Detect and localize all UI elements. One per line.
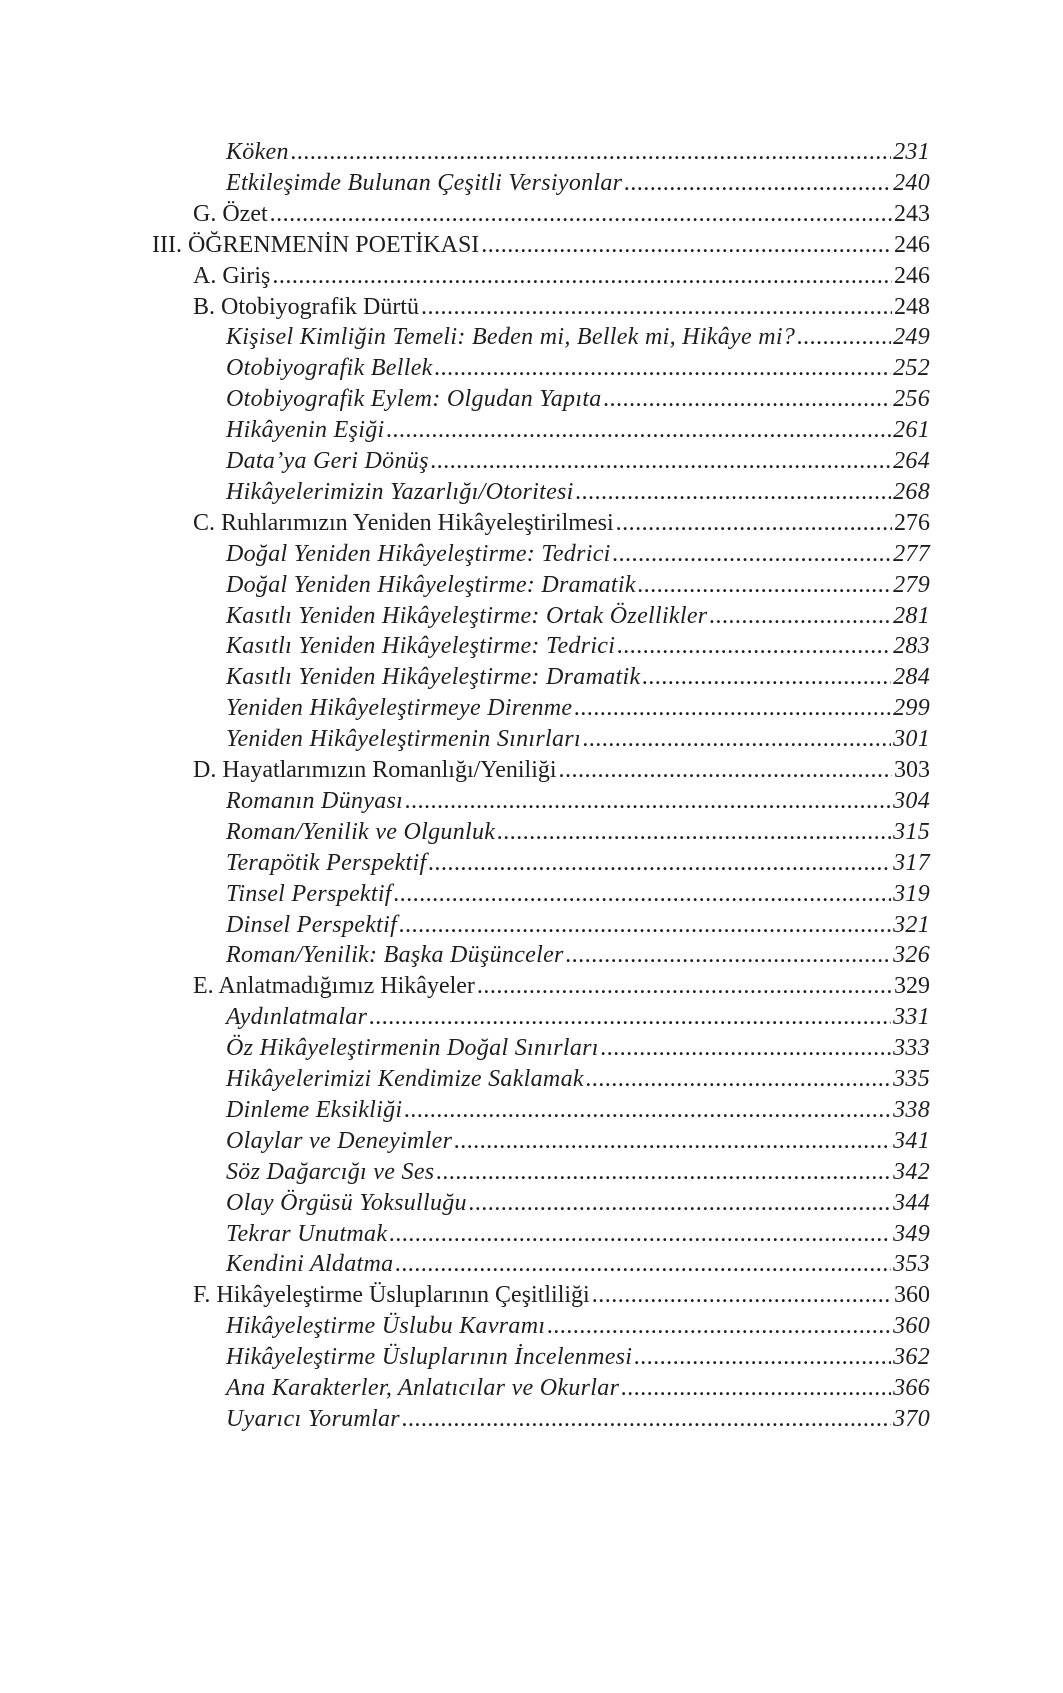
toc-entry <box>226 1403 930 1435</box>
toc-entry-page-number: 264 <box>893 448 930 474</box>
toc-entry <box>226 569 930 601</box>
toc-entry-title: Yeniden Hikâyeleştirmeye Direnme <box>226 695 573 722</box>
toc-entry-title: Hikâyeleştirme Üslubu Kavramı <box>226 1313 546 1340</box>
toc-entry-page-number: 349 <box>893 1220 930 1247</box>
dot-leader <box>797 321 891 353</box>
toc-entry-page-number: 360 <box>893 1313 930 1340</box>
toc-entry-page-number: 299 <box>893 695 930 722</box>
toc-entry <box>193 754 930 786</box>
toc-entry-page-number: 362 <box>893 1344 930 1371</box>
toc-entry-title: Uyarıcı Yorumlar <box>226 1405 400 1432</box>
toc-entry <box>226 167 930 199</box>
toc-entry-title: Kasıtlı Yeniden Hikâyeleştirme: Dramatik <box>226 664 641 691</box>
toc-entry-page-number: 370 <box>893 1405 930 1432</box>
dot-leader <box>592 1279 892 1311</box>
toc-entry-page-number: 252 <box>893 355 930 382</box>
toc-entry-page-number: 261 <box>893 417 930 444</box>
toc-entry <box>193 970 930 1002</box>
toc-entry <box>226 321 930 353</box>
dot-leader <box>559 754 892 786</box>
toc-entry <box>226 939 930 971</box>
toc-entry <box>226 723 930 755</box>
toc-entry-page-number: 248 <box>894 293 930 320</box>
dot-leader <box>497 816 891 848</box>
toc-entry-title: Kendini Aldatma <box>226 1251 394 1278</box>
toc-entry-title: Söz Dağarcığı ve Ses <box>226 1158 435 1185</box>
toc-entry-page-number: 283 <box>893 633 930 660</box>
toc-entry-title: Data’ya Geri Dönüş <box>226 448 429 474</box>
toc-entry <box>226 909 930 941</box>
toc-entry-title: F. Hikâyeleştirme Üsluplarının Çeşitliliği <box>193 1282 590 1309</box>
toc-entry-page-number: 360 <box>894 1282 930 1309</box>
toc-entry-page-number: 240 <box>893 169 930 196</box>
toc-entry-title: D. Hayatlarımızın Romanlığı/Yeniliği <box>193 757 557 783</box>
toc-entry-page-number: 303 <box>894 757 930 783</box>
toc-entry <box>226 1187 930 1219</box>
toc-entry-title: B. Otobiyografik Dürtü <box>193 293 419 320</box>
toc-entry-title: III. ÖĞRENMENİN POETİKASI <box>152 231 480 258</box>
toc-entry <box>226 476 930 508</box>
toc-entry <box>193 260 930 292</box>
toc-entry-page-number: 268 <box>893 478 930 505</box>
toc-entry-title: Olaylar ve Deneyimler <box>226 1127 453 1154</box>
toc-entry <box>226 1248 930 1280</box>
toc-entry-page-number: 246 <box>894 262 930 289</box>
toc-entry <box>226 538 930 570</box>
toc-entry-title: Aydınlatmalar <box>226 1004 368 1031</box>
toc-entry <box>226 630 930 662</box>
dot-leader <box>431 445 891 477</box>
toc-entry-page-number: 344 <box>893 1189 930 1216</box>
toc-entry-title: Köken <box>226 139 289 165</box>
dot-leader <box>586 1063 891 1095</box>
toc-entry-page-number: 276 <box>894 509 930 536</box>
dot-leader <box>369 1001 891 1033</box>
toc-entry-title: Kasıtlı Yeniden Hikâyeleştirme: Tedrici <box>226 633 616 660</box>
toc-entry-title: E. Anlatmadığımız Hikâyeler <box>193 973 475 1000</box>
toc-entry-page-number: 317 <box>893 849 930 876</box>
dot-leader <box>272 260 892 292</box>
dot-leader <box>634 1341 891 1373</box>
toc-entry-title: C. Ruhlarımızın Yeniden Hikâyeleştirilmesi <box>193 509 614 536</box>
toc-entry-page-number: 246 <box>894 231 930 258</box>
dot-leader <box>402 1403 891 1435</box>
toc-entry <box>226 1156 930 1188</box>
toc-entry <box>226 1310 930 1342</box>
toc-entry-page-number: 315 <box>893 818 930 845</box>
toc-entry-page-number: 326 <box>893 942 930 969</box>
toc-entry-page-number: 341 <box>893 1127 930 1154</box>
toc-entry-title: Hikâyelerimizi Kendimize Saklamak <box>226 1066 584 1092</box>
toc-entry <box>226 1063 930 1095</box>
toc-entry <box>226 1001 930 1033</box>
dot-leader <box>395 1248 891 1280</box>
dot-leader <box>394 878 891 910</box>
dot-leader <box>642 661 891 693</box>
toc-entry-title: Öz Hikâyeleştirmenin Doğal Sınırları <box>226 1035 599 1062</box>
toc-entry <box>226 692 930 724</box>
toc-entry-page-number: 301 <box>893 726 930 753</box>
toc-entry <box>226 847 930 879</box>
dot-leader <box>477 970 892 1002</box>
toc-entry-title: Otobiyografik Eylem: Olgudan Yapıta <box>226 386 602 413</box>
toc-entry-page-number: 243 <box>894 200 930 227</box>
dot-leader <box>389 1218 891 1250</box>
toc-entry <box>226 1032 930 1064</box>
toc-entry-title: Hikâyelerimizin Yazarlığı/Otoritesi <box>226 478 574 505</box>
toc-entry <box>226 445 930 477</box>
toc-entry-title: A. Giriş <box>193 262 271 289</box>
toc-entry-page-number: 277 <box>893 540 930 567</box>
toc-entry <box>226 878 930 910</box>
toc-entry <box>226 785 930 817</box>
toc-entry <box>226 414 930 446</box>
toc-entry-page-number: 353 <box>893 1251 930 1278</box>
toc-entry-title: Roman/Yenilik: Başka Düşünceler <box>226 942 564 969</box>
dot-leader <box>613 538 891 570</box>
dot-leader <box>469 1187 891 1219</box>
toc-entry-page-number: 279 <box>893 571 930 598</box>
toc-entry-title: Kasıtlı Yeniden Hikâyeleştirme: Ortak Özellikler <box>226 602 708 629</box>
toc-entry-title: Kişisel Kimliğin Temeli: Beden mi, Bellek mi, Hikâye mi? <box>226 324 796 351</box>
dot-leader <box>566 939 891 971</box>
toc-entry-title: Tekrar Unutmak <box>226 1220 388 1247</box>
dot-leader <box>601 1032 891 1064</box>
dot-leader <box>454 1125 891 1157</box>
dot-leader <box>604 383 892 415</box>
toc-entry-page-number: 342 <box>893 1158 930 1185</box>
toc-entry <box>226 136 930 168</box>
dot-leader <box>386 414 891 446</box>
toc-entry-page-number: 321 <box>893 911 930 938</box>
dot-leader <box>481 229 892 261</box>
dot-leader <box>621 1372 891 1404</box>
toc-entry-page-number: 281 <box>893 602 930 629</box>
toc-entry-page-number: 249 <box>893 324 930 351</box>
toc-entry <box>226 1094 930 1126</box>
toc-entry-title: Roman/Yenilik ve Olgunluk <box>226 818 496 845</box>
dot-leader <box>428 847 891 879</box>
toc-entry-page-number: 338 <box>893 1096 930 1123</box>
toc-entry <box>226 816 930 848</box>
toc-entry <box>226 352 930 384</box>
toc-entry-page-number: 366 <box>893 1375 930 1401</box>
toc-entry-page-number: 256 <box>893 386 930 413</box>
toc-entry-title: Olay Örgüsü Yoksulluğu <box>226 1189 467 1216</box>
dot-leader <box>576 476 891 508</box>
dot-leader <box>399 909 891 941</box>
toc-entry-title: Dinsel Perspektif <box>226 911 398 938</box>
toc-entry-title: Yeniden Hikâyeleştirmenin Sınırları <box>226 726 581 753</box>
dot-leader <box>624 167 891 199</box>
toc-entry <box>193 1279 930 1311</box>
toc-entry-page-number: 284 <box>893 664 930 691</box>
toc-entry-page-number: 333 <box>893 1035 930 1062</box>
dot-leader <box>435 352 891 384</box>
dot-leader <box>583 723 891 755</box>
toc-entry-title: Terapötik Perspektif <box>226 849 427 876</box>
toc-entry <box>152 229 930 261</box>
dot-leader <box>574 692 891 724</box>
toc-entry-title: Dinleme Eksikliği <box>226 1096 403 1123</box>
toc-entry-title: Hikâyeleştirme Üsluplarının İncelenmesi <box>226 1344 633 1371</box>
dot-leader <box>421 291 892 323</box>
toc-entry <box>226 661 930 693</box>
toc-entry-title: Otobiyografik Bellek <box>226 355 433 382</box>
toc-entry-title: Doğal Yeniden Hikâyeleştirme: Dramatik <box>226 571 636 598</box>
dot-leader <box>616 507 892 539</box>
dot-leader <box>709 600 891 632</box>
dot-leader <box>405 785 891 817</box>
toc-entry <box>193 507 930 539</box>
toc-entry-page-number: 319 <box>893 880 930 907</box>
toc-entry-title: G. Özet <box>193 200 268 227</box>
toc-entry <box>226 600 930 632</box>
toc-entry <box>226 1372 930 1404</box>
dot-leader <box>270 198 892 230</box>
toc-entry <box>226 1218 930 1250</box>
toc-entry-page-number: 231 <box>893 139 930 165</box>
toc-entry-page-number: 331 <box>893 1004 930 1031</box>
dot-leader <box>638 569 891 601</box>
toc-entry <box>226 383 930 415</box>
dot-leader <box>404 1094 891 1126</box>
dot-leader <box>291 136 891 168</box>
dot-leader <box>547 1310 891 1342</box>
toc-entry-page-number: 304 <box>893 787 930 814</box>
toc-entry <box>193 291 930 323</box>
toc-entry-title: Hikâyenin Eşiği <box>226 417 385 444</box>
dot-leader <box>436 1156 891 1188</box>
toc-entry-title: Etkileşimde Bulunan Çeşitli Versiyonlar <box>226 169 623 196</box>
toc-entry-title: Romanın Dünyası <box>226 787 404 814</box>
toc-entry-page-number: 335 <box>893 1066 930 1092</box>
toc-entry <box>226 1125 930 1157</box>
dot-leader <box>617 630 891 662</box>
toc-entry-title: Doğal Yeniden Hikâyeleştirme: Tedrici <box>226 540 611 567</box>
toc-entry-title: Tinsel Perspektif <box>226 880 392 907</box>
toc-entry <box>226 1341 930 1373</box>
toc-entry <box>193 198 930 230</box>
toc-entry-title: Ana Karakterler, Anlatıcılar ve Okurlar <box>226 1375 620 1401</box>
toc-entry-page-number: 329 <box>894 973 930 1000</box>
